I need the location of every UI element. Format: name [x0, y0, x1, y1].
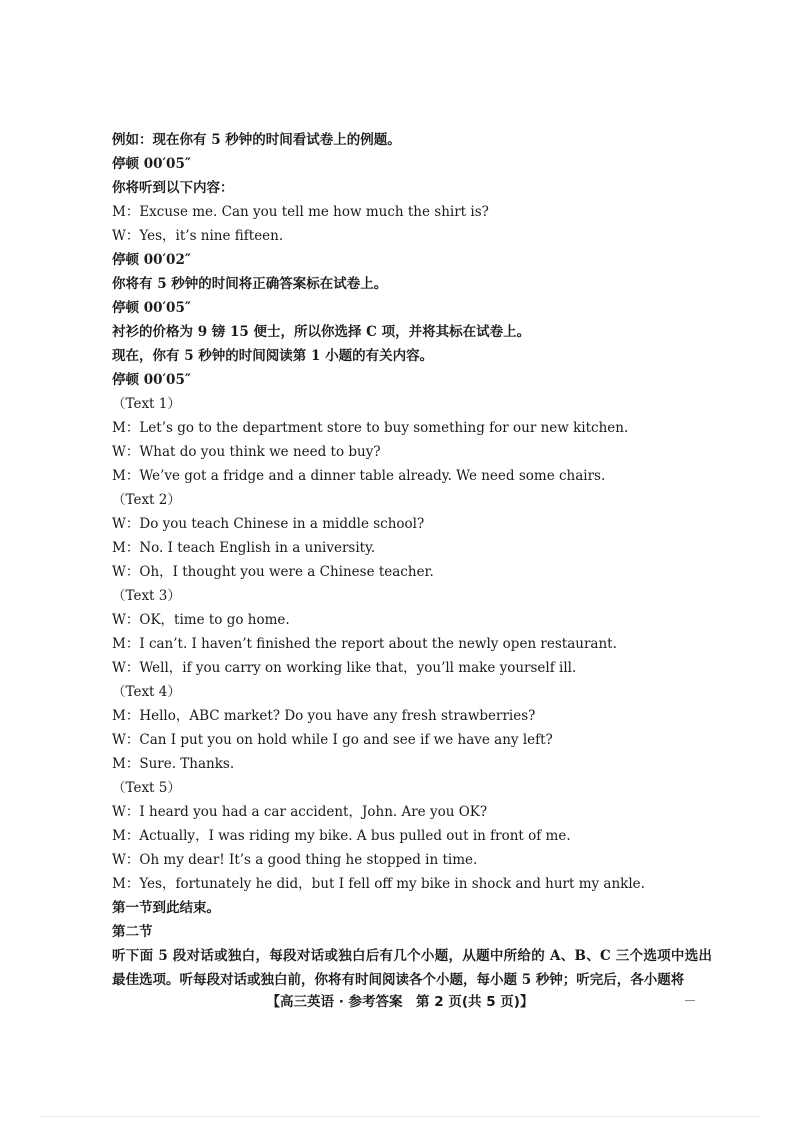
text-line: W：What do you think we need to buy? [112, 444, 381, 460]
text-line: M：Excuse me. Can you tell me how much the shirt is? [112, 204, 489, 220]
text-line: M：Let’s go to the department store to buy something for our new kitchen. [112, 420, 629, 436]
text-line: 你将听到以下内容： [112, 180, 234, 196]
bottom-rule [40, 1116, 760, 1117]
text-line: 衬衫的价格为 9 镑 15 便士，所以你选择 C 项，并将其标在试卷上。 [112, 324, 531, 340]
text-line: M：No. I teach English in a university. [112, 540, 376, 556]
text-line: M：We’ve got a fridge and a dinner table already. We need some chairs. [112, 468, 606, 484]
text-line: （Text 3） [112, 588, 181, 604]
text-line: 第一节到此结束。 [112, 900, 220, 916]
text-line: 停顿 00′05″ [112, 156, 191, 172]
document-body [112, 128, 712, 992]
text-line: （Text 5） [112, 780, 181, 796]
text-line: M：Hello，ABC market? Do you have any fresh strawberries? [112, 708, 536, 724]
transcript-lines [112, 128, 712, 944]
text-line: W：Oh my dear! It’s a good thing he stopped in time. [112, 852, 478, 868]
section-instruction: 听下面 5 段对话或独白，每段对话或独白后有几个小题，从题中所给的 A、B、C 三个选项中选出最佳选项。听每段对话或独白前，你将有时间阅读各个小题，每小题 5 秒钟；听完后，各小题将 [112, 948, 712, 988]
text-line: M：Sure. Thanks. [112, 756, 235, 772]
text-line: M：Yes，fortunately he did，but I fell off my bike in shock and hurt my ankle. [112, 876, 645, 892]
text-line: W：Oh，I thought you were a Chinese teacher. [112, 564, 434, 580]
text-line: （Text 1） [112, 396, 181, 412]
text-line: M：Actually，I was riding my bike. A bus pulled out in front of me. [112, 828, 571, 844]
page-footer: 【高三英语 · 参考答案 第 2 页(共 5 页)】 [266, 994, 534, 1010]
text-line: M：I can’t. I haven’t finished the report about the newly open restaurant. [112, 636, 617, 652]
text-line: W：I heard you had a car accident，John. Are you OK? [112, 804, 488, 820]
text-line: （Text 4） [112, 684, 181, 700]
text-line: 停顿 00′05″ [112, 372, 191, 388]
text-line: 现在，你有 5 秒钟的时间阅读第 1 小题的有关内容。 [112, 348, 434, 364]
text-line: W：OK，time to go home. [112, 612, 290, 628]
text-line: W：Yes，it’s nine fifteen. [112, 228, 284, 244]
text-line: 你将有 5 秒钟的时间将正确答案标在试卷上。 [112, 276, 388, 292]
text-line: W：Well，if you carry on working like that，you’ll make yourself ill. [112, 660, 577, 676]
text-line: W：Can I put you on hold while I go and see if we have any left? [112, 732, 553, 748]
text-line: 例如：现在你有 5 秒钟的时间看试卷上的例题。 [112, 132, 401, 148]
footer-mark [685, 1000, 695, 1001]
text-line: （Text 2） [112, 492, 181, 508]
text-line: 停顿 00′05″ [112, 300, 191, 316]
text-line: 停顿 00′02″ [112, 252, 191, 268]
text-line: 第二节 [112, 924, 153, 940]
text-line: W：Do you teach Chinese in a middle school? [112, 516, 425, 532]
